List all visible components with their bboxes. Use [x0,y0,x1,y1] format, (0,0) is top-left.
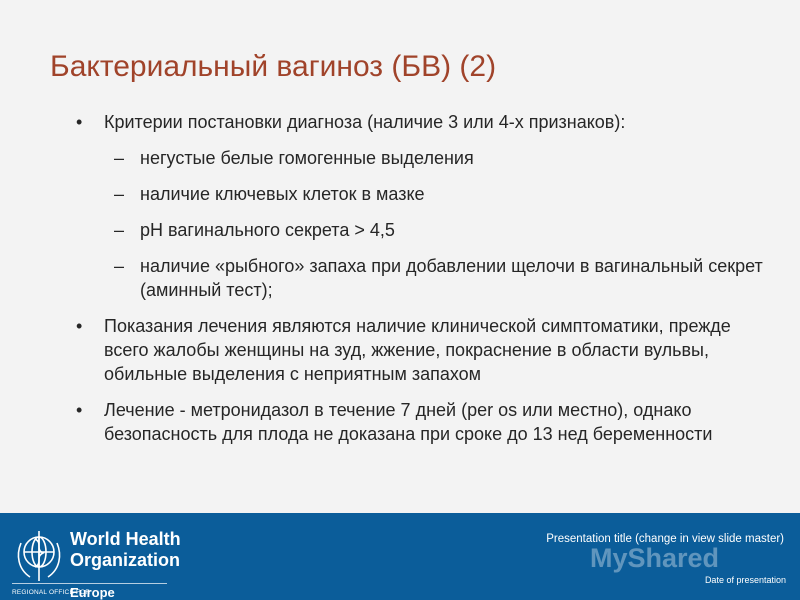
sub-item [74,182,774,206]
bullet-marker: • [76,400,83,420]
bullet-marker: • [76,316,83,336]
sub-item-text: наличие ключевых клеток в мазке [140,184,425,204]
sub-item [74,254,774,302]
sub-item-text: рН вагинального секрета > 4,5 [140,220,395,240]
slide-title: Бактериальный вагиноз (БВ) (2) [50,50,497,83]
dash-marker: – [114,184,125,204]
bullet-item [74,314,774,386]
who-divider [12,583,167,584]
who-regional-label: REGIONAL OFFICE FOR [12,589,91,596]
slide-content [74,110,774,458]
dash-marker: – [114,256,125,276]
who-emblem-icon [12,525,66,587]
bullet-text: Критерии постановки диагноза (наличие 3 или 4-х признаков): [104,112,626,132]
dash-marker: – [114,220,125,240]
bullet-text: Показания лечения являются наличие клинической симптоматики, прежде всего жалобы женщины на зуд, жжение, покраснение в области вульвы, обильные выделения с неприятным запахом [104,316,731,384]
sub-item-text: негустые белые гомогенные выделения [140,148,474,168]
who-name-line2: Organization [70,550,181,570]
sub-item [74,218,774,242]
slide-footer [0,513,800,600]
bullet-text: Лечение - метронидазол в течение 7 дней (per os или местно), однако безопасность для плода не доказана при сроке до 13 нед беременности [104,400,713,444]
who-region-name: Europe [70,585,115,600]
who-name-line1: World Health [70,529,181,549]
bullet-marker: • [76,112,83,132]
presentation-title: Presentation title (change in view slide master) [546,533,784,545]
sub-item [74,146,774,170]
bullet-item [74,398,774,446]
who-org-name [70,529,181,571]
bullet-item [74,110,774,134]
watermark: MyShared [590,543,720,573]
dash-marker: – [114,148,125,168]
presentation-date: Date of presentation [704,575,786,585]
sub-item-text: наличие «рыбного» запаха при добавлении щелочи в вагинальный секрет (аминный тест); [140,256,763,300]
